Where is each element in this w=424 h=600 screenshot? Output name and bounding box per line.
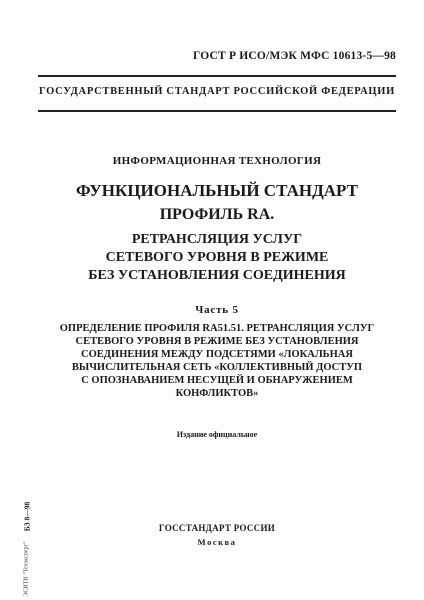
edition-note: Издание официальное	[176, 430, 258, 439]
margin-code	[21, 495, 33, 537]
margin-stamp-text: ЭСИТИ "Техэксперт"	[24, 541, 30, 597]
definition-line: ВЫЧИСЛИТЕЛЬНАЯ СЕТЬ «КОЛЛЕКТИВНЫЙ ДОСТУП	[71, 362, 363, 373]
definition-line: СЕТЕВОГО УРОВНЯ В РЕЖИМЕ БЕЗ УСТАНОВЛЕНИЯ	[75, 336, 359, 347]
field-title: ИНФОРМАЦИОННАЯ ТЕХНОЛОГИЯ	[112, 155, 322, 167]
margin-code-text: БЗ 8—98	[22, 501, 32, 531]
main-title-line: РЕТРАНСЛЯЦИЯ УСЛУГ	[131, 232, 303, 247]
part-definition	[38, 322, 396, 400]
state-standard-heading: ГОСУДАРСТВЕННЫЙ СТАНДАРТ РОССИЙСКОЙ ФЕДЕРАЦИИ	[39, 86, 395, 97]
part-label: Часть 5	[195, 304, 239, 316]
main-title	[38, 231, 396, 285]
definition-line: КОНФЛИКТОВ»	[175, 388, 259, 399]
standard-number: ГОСТ Р ИСО/МЭК МФС 10613-5—98	[192, 50, 396, 62]
definition-line: С ОПОЗНАВАНИЕМ НЕСУЩЕЙ И ОБНАРУЖЕНИЕМ	[81, 375, 353, 386]
definition-line: ОПРЕДЕЛЕНИЕ ПРОФИЛЯ RA51.51. РЕТРАНСЛЯЦИЯ УСЛУГ	[59, 323, 375, 334]
header-top-rule	[38, 75, 396, 77]
functional-standard-title: ФУНКЦИОНАЛЬНЫЙ СТАНДАРТ	[76, 181, 358, 200]
main-title-line: СЕТЕВОГО УРОВНЯ В РЕЖИМЕ	[105, 250, 329, 265]
definition-line: СОЕДИНЕНИЯ МЕЖДУ ПОДСЕТЯМИ «ЛОКАЛЬНАЯ	[81, 349, 353, 360]
margin-stamp	[21, 541, 33, 597]
main-title-line: БЕЗ УСТАНОВЛЕНИЯ СОЕДИНЕНИЯ	[88, 268, 346, 283]
publisher: ГОССТАНДАРТ РОССИИ	[158, 523, 276, 533]
header-bottom-rule	[38, 110, 396, 112]
publication-city: Москва	[197, 537, 237, 547]
profile-title: ПРОФИЛЬ RA.	[159, 206, 275, 223]
